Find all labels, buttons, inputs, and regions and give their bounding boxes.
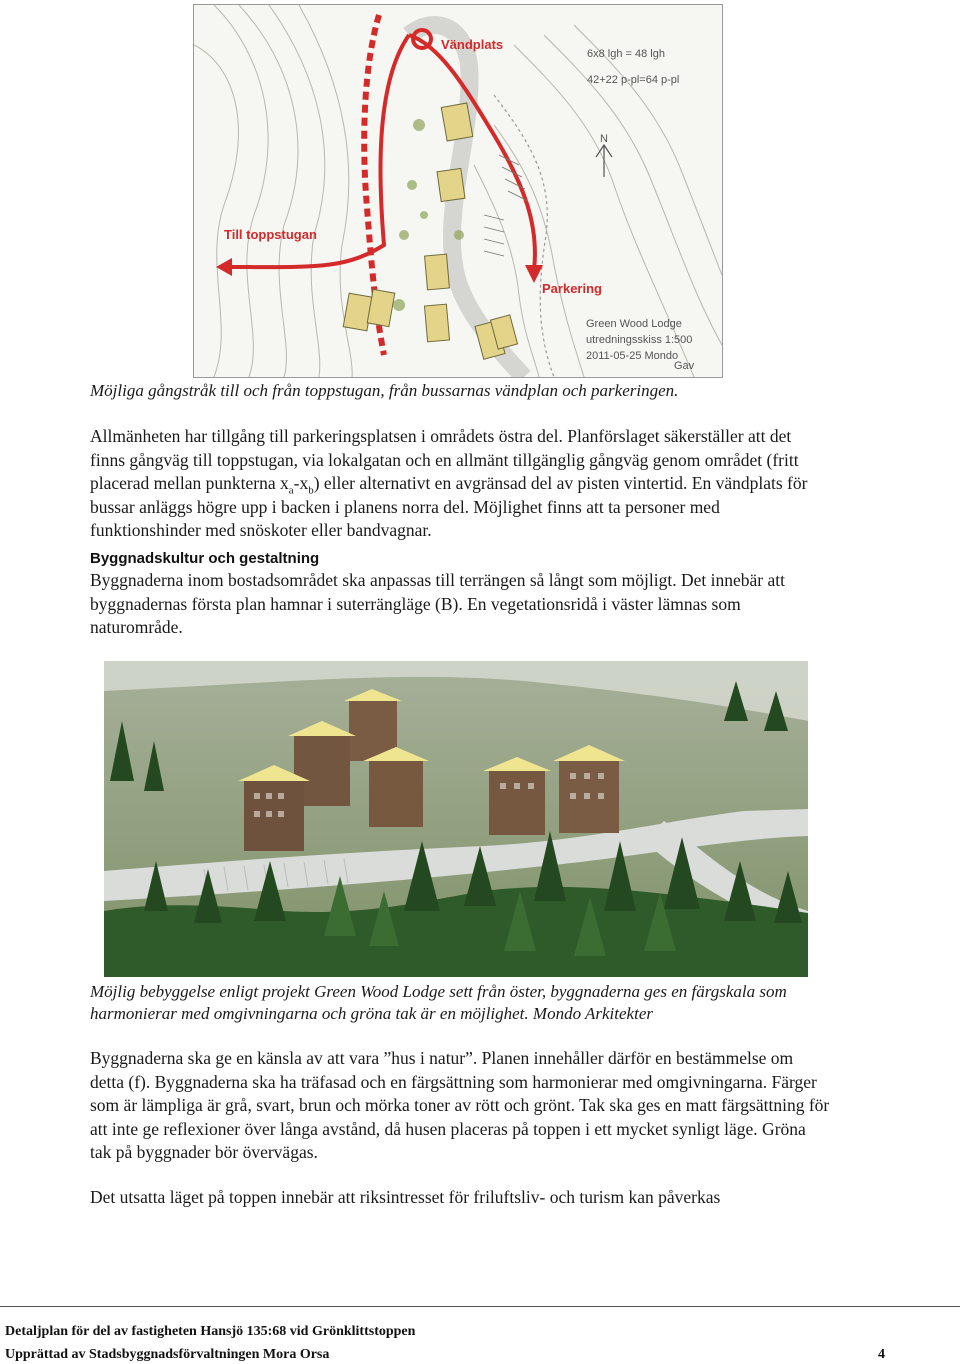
footer-divider (0, 1306, 960, 1307)
figure-caption-site-plan: Möjliga gångstråk till och från toppstugan, från bussarnas vändplan och parkeringen. (90, 381, 679, 400)
subscript-a: a (288, 484, 294, 497)
paragraph-text: -x (293, 473, 309, 493)
paragraph-text: Allmänheten har tillgång till parkeringsplatsen i områdets östra del. Planförslaget säkerställer att det finns gångväg till toppstugan, via lokalgatan och en allmänt tillgänglig gångväg genom området (fritt placerad mellan punkterna x (90, 426, 799, 493)
stamp-line-1: Green Wood Lodge (586, 318, 682, 330)
stamp-line-3: 2011-05-25 Mondo (586, 350, 679, 362)
handwritten-note-1: 6x8 lgh = 48 lgh (587, 48, 665, 60)
site-plan-figure (193, 4, 723, 378)
label-to-summit-hut: Till toppstugan (224, 227, 317, 242)
figure-caption-rendering: Möjlig bebyggelse enligt projekt Green Wood Lodge sett från öster, byggnaderna ges en färgskala som harmonierar med omgivningarna och gröna tak är en möjlighet. Mondo Arkitekter (90, 982, 787, 1023)
paragraph-national-interest: Det utsatta läget på toppen innebär att riksintresset för friluftsliv- och turism kan påverkas (90, 1187, 721, 1207)
stamp-line-4: Gav (674, 360, 695, 372)
label-turning-place: Vändplats (441, 37, 504, 52)
rendering-image (104, 661, 808, 977)
footer-authority: Upprättad av Stadsbyggnadsförvaltningen Mora Orsa (5, 1347, 330, 1362)
paragraph-terrain: Byggnaderna inom bostadsområdet ska anpassas till terrängen så långt som möjligt. Det innebär att byggnadernas första plan hamnar i suterrängläge (B). En vegetationsridå i väster lämnas som naturområde. (90, 570, 785, 637)
handwritten-note-2: 42+22 p-pl=64 p-pl (587, 74, 680, 86)
stamp-line-2: utredningsskiss 1:500 (586, 334, 693, 346)
subscript-b: b (308, 484, 314, 497)
section-heading: Byggnadskultur och gestaltning (90, 550, 320, 567)
paragraph-text: ) eller alternativt en avgränsad del av pisten vintertid. En vändplats för bussar anläggs högre upp i backen i planens norra del. Möjlighet finns att ta personer med funktionshinder med snöskoter eller bandvagnar. (90, 473, 808, 540)
paragraph-public-access (90, 425, 830, 543)
north-label: N (600, 133, 608, 145)
paragraph-houses-in-nature: Byggnaderna ska ge en känsla av att vara ”hus i natur”. Planen innehåller därför en bestämmelse om detta (f). Byggnaderna ska ha träfasad och en färgsättning som harmonierar med omgivningarna. Färger som är lämpliga är grå, svart, brun och mörka toner av rött och grönt. Tak ska ges en matt färgsättning för att inte ge reflexioner över långa avstånd, då husen placeras på toppen i ett mycket synligt läge. Gröna tak på byggnader bör övervägas. (90, 1048, 830, 1162)
site-plan-drawing (194, 5, 722, 377)
rendering-figure (104, 661, 808, 977)
label-parking: Parkering (542, 281, 602, 296)
footer-plan-title: Detaljplan för del av fastigheten Hansjö 135:68 vid Grönklittstoppen (5, 1324, 416, 1339)
page-number: 4 (878, 1347, 885, 1362)
